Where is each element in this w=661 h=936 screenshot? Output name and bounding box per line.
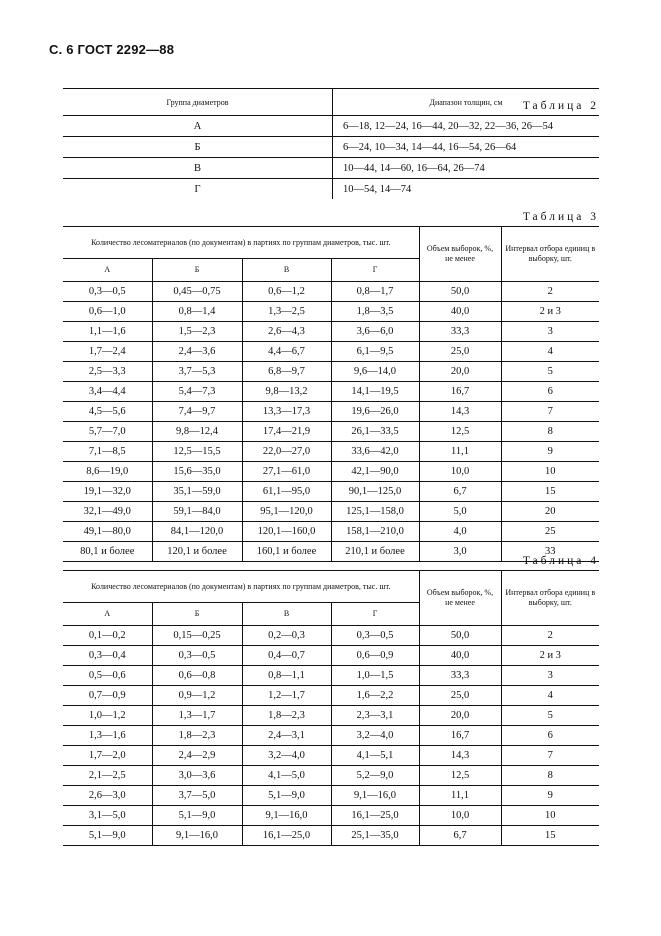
table3-body — [63, 282, 599, 562]
table-cell: 3,0—3,6 — [152, 766, 242, 786]
table-cell: 16,1—25,0 — [242, 826, 331, 846]
table2-caption: Таблица 2 — [522, 100, 599, 112]
table-cell: 4,0 — [419, 522, 501, 542]
table-cell: 3,4—4,4 — [63, 382, 152, 402]
table-cell: 0,3—0,5 — [152, 646, 242, 666]
table-cell: 6 — [501, 382, 599, 402]
table-cell: 3,0 — [419, 542, 501, 562]
table-row — [63, 422, 599, 442]
table-cell: 12,5 — [419, 422, 501, 442]
table-cell: 12,5—15,5 — [152, 442, 242, 462]
table-row — [63, 302, 599, 322]
table-cell: 15 — [501, 826, 599, 846]
table-row — [63, 726, 599, 746]
table3-caption: Таблица 3 — [522, 211, 599, 223]
table-cell: 33 — [501, 542, 599, 562]
table-cell: 9 — [501, 442, 599, 462]
table-cell: 10—54, 14—74 — [333, 179, 600, 200]
table-row — [63, 158, 599, 179]
table-cell: 2,1—2,5 — [63, 766, 152, 786]
table-cell: 12,5 — [419, 766, 501, 786]
table-row — [63, 482, 599, 502]
table2-header-range: Диапазон толщин, см — [333, 89, 600, 116]
table-cell: 40,0 — [419, 302, 501, 322]
table-cell: 33,3 — [419, 322, 501, 342]
table-cell: 7,1—8,5 — [63, 442, 152, 462]
table3-subheader-g: Г — [331, 259, 419, 282]
table-row — [63, 442, 599, 462]
table-cell: 35,1—59,0 — [152, 482, 242, 502]
table-cell: 1,1—1,6 — [63, 322, 152, 342]
table-cell: 0,8—1,1 — [242, 666, 331, 686]
table-cell: А — [63, 116, 333, 137]
table-cell: 1,3—1,7 — [152, 706, 242, 726]
table-row — [63, 706, 599, 726]
table-cell: 2 и 3 — [501, 302, 599, 322]
table-cell: 9,6—14,0 — [331, 362, 419, 382]
table-cell: 0,8—1,7 — [331, 282, 419, 302]
table-cell: 1,8—3,5 — [331, 302, 419, 322]
table-cell: 2 — [501, 626, 599, 646]
table-cell: 14,1—19,5 — [331, 382, 419, 402]
table-cell: 10 — [501, 462, 599, 482]
table-cell: 2 и 3 — [501, 646, 599, 666]
table-cell: 8,6—19,0 — [63, 462, 152, 482]
table-cell: 6,1—9,5 — [331, 342, 419, 362]
table-cell: 49,1—80,0 — [63, 522, 152, 542]
table-cell: 4,1—5,0 — [242, 766, 331, 786]
table-cell: 25,0 — [419, 342, 501, 362]
table-cell: 27,1—61,0 — [242, 462, 331, 482]
table-cell: 14,3 — [419, 402, 501, 422]
table-cell: 7,4—9,7 — [152, 402, 242, 422]
table-row — [63, 137, 599, 158]
table4-subheader-g: Г — [331, 603, 419, 626]
table-row — [63, 342, 599, 362]
table-cell: 2 — [501, 282, 599, 302]
table-cell: 3 — [501, 322, 599, 342]
table-cell: 4,4—6,7 — [242, 342, 331, 362]
table-cell: 14,3 — [419, 746, 501, 766]
table4-subheader-v: В — [242, 603, 331, 626]
table-cell: 9,1—16,0 — [242, 806, 331, 826]
table-cell: 17,4—21,9 — [242, 422, 331, 442]
table-cell: 80,1 и более — [63, 542, 152, 562]
table-cell: 5,1—9,0 — [152, 806, 242, 826]
table-row — [63, 362, 599, 382]
table-cell: 2,5—3,3 — [63, 362, 152, 382]
table-cell: 1,6—2,2 — [331, 686, 419, 706]
table-row — [63, 746, 599, 766]
table-cell: 2,6—4,3 — [242, 322, 331, 342]
table-cell: 6 — [501, 726, 599, 746]
table-cell: 6,7 — [419, 826, 501, 846]
table-cell: 9,1—16,0 — [152, 826, 242, 846]
table-cell: 120,1—160,0 — [242, 522, 331, 542]
table4-subheader-b: Б — [152, 603, 242, 626]
table-cell: 0,6—1,0 — [63, 302, 152, 322]
table-cell: 19,6—26,0 — [331, 402, 419, 422]
table-cell: 3 — [501, 666, 599, 686]
table-cell: 6—18, 12—24, 16—44, 20—32, 22—36, 26—54 — [343, 120, 553, 132]
table-cell: 9 — [501, 786, 599, 806]
table-cell: 4,5—5,6 — [63, 402, 152, 422]
table-cell: 42,1—90,0 — [331, 462, 419, 482]
table-row — [63, 786, 599, 806]
table-cell: 0,15—0,25 — [152, 626, 242, 646]
table-cell: 26,1—33,5 — [331, 422, 419, 442]
table-cell: 9,8—12,4 — [152, 422, 242, 442]
table-row — [63, 179, 599, 200]
table4-body — [63, 626, 599, 846]
table2-header-group: Группа диаметров — [63, 89, 333, 116]
table-cell: 5,7—7,0 — [63, 422, 152, 442]
table-cell: 7 — [501, 746, 599, 766]
table-row — [63, 462, 599, 482]
table4-group-header: Количество лесоматериалов (по документам) в партиях по группам диаметров, тыс. шт. — [63, 571, 419, 603]
table-cell: Г — [63, 179, 333, 200]
table-cell: 125,1—158,0 — [331, 502, 419, 522]
table-cell: 10 — [501, 806, 599, 826]
table-cell: 1,8—2,3 — [242, 706, 331, 726]
table-cell: 6,8—9,7 — [242, 362, 331, 382]
table-cell: 120,1 и более — [152, 542, 242, 562]
table-cell: 90,1—125,0 — [331, 482, 419, 502]
table-cell: 5 — [501, 706, 599, 726]
table-cell: 9,1—16,0 — [331, 786, 419, 806]
table-cell: 0,7—0,9 — [63, 686, 152, 706]
table-cell: 4,1—5,1 — [331, 746, 419, 766]
table-cell: 0,6—1,2 — [242, 282, 331, 302]
table-row — [63, 666, 599, 686]
table-cell: 1,5—2,3 — [152, 322, 242, 342]
table-cell: 22,0—27,0 — [242, 442, 331, 462]
table-cell: 0,1—0,2 — [63, 626, 152, 646]
table-row — [63, 766, 599, 786]
table-row — [63, 686, 599, 706]
table-cell: В — [63, 158, 333, 179]
table-cell: 1,3—1,6 — [63, 726, 152, 746]
table4-interval-header: Интервал отбора единиц в выборку, шт. — [501, 571, 599, 626]
table-cell: 158,1—210,0 — [331, 522, 419, 542]
table3-group-header: Количество лесоматериалов (по документам) в партиях по группам диаметров, тыс. шт. — [63, 227, 419, 259]
table4-caption: Таблица 4 — [522, 555, 599, 567]
table-cell: 8 — [501, 422, 599, 442]
table-cell: 1,0—1,2 — [63, 706, 152, 726]
table-cell: 5,1—9,0 — [63, 826, 152, 846]
table-cell: 3,2—4,0 — [331, 726, 419, 746]
table-cell: 160,1 и более — [242, 542, 331, 562]
table-cell: 1,7—2,4 — [63, 342, 152, 362]
table-row — [63, 402, 599, 422]
table-cell: 3,2—4,0 — [242, 746, 331, 766]
table-cell: 3,1—5,0 — [63, 806, 152, 826]
table-cell: 1,7—2,0 — [63, 746, 152, 766]
table-cell: 0,2—0,3 — [242, 626, 331, 646]
table-cell: 6—24, 10—34, 14—44, 16—54, 26—64 — [333, 137, 600, 158]
table-cell: 10—44, 14—60, 16—64, 26—74 — [333, 158, 600, 179]
table-cell: 0,3—0,5 — [63, 282, 152, 302]
table-cell: Б — [63, 137, 333, 158]
table-cell: 1,8—2,3 — [152, 726, 242, 746]
table-cell: 15,6—35,0 — [152, 462, 242, 482]
table-row — [63, 322, 599, 342]
table-row — [63, 116, 599, 137]
table-cell: 33,6—42,0 — [331, 442, 419, 462]
table-cell: 20,0 — [419, 706, 501, 726]
table-cell: 10,0 — [419, 806, 501, 826]
table-row — [63, 542, 599, 562]
table-cell: 210,1 и более — [331, 542, 419, 562]
table-cell: 1,3—2,5 — [242, 302, 331, 322]
table-cell: 3,7—5,3 — [152, 362, 242, 382]
table-cell: 7 — [501, 402, 599, 422]
table-cell: 16,7 — [419, 382, 501, 402]
table-cell: 3,7—5,0 — [152, 786, 242, 806]
table4-volume-header: Объем выборок, %, не менее — [419, 571, 501, 626]
table4 — [63, 570, 599, 846]
table-cell: 11,1 — [419, 442, 501, 462]
table-cell: 25 — [501, 522, 599, 542]
table-cell: 20 — [501, 502, 599, 522]
table-cell: 2,4—2,9 — [152, 746, 242, 766]
table3-interval-header: Интервал отбора единиц в выборку, шт. — [501, 227, 599, 282]
table-cell: 0,8—1,4 — [152, 302, 242, 322]
table2-body — [63, 116, 599, 200]
table-cell: 5,0 — [419, 502, 501, 522]
table-cell: 0,5—0,6 — [63, 666, 152, 686]
table-cell: 9,8—13,2 — [242, 382, 331, 402]
table-cell: 0,6—0,8 — [152, 666, 242, 686]
table-cell: 4 — [501, 686, 599, 706]
table-cell: 0,4—0,7 — [242, 646, 331, 666]
table-cell: 0,6—0,9 — [331, 646, 419, 666]
table-cell: 0,9—1,2 — [152, 686, 242, 706]
table3-subheader-v: В — [242, 259, 331, 282]
table-cell: 25,1—35,0 — [331, 826, 419, 846]
table-cell: 40,0 — [419, 646, 501, 666]
table-row — [63, 522, 599, 542]
table-cell: 13,3—17,3 — [242, 402, 331, 422]
table-cell: 33,3 — [419, 666, 501, 686]
table-row — [63, 646, 599, 666]
table-cell: 16,1—25,0 — [331, 806, 419, 826]
table-row — [63, 282, 599, 302]
table-cell: 5,2—9,0 — [331, 766, 419, 786]
table-row — [63, 382, 599, 402]
table-row — [63, 502, 599, 522]
page-header: С. 6 ГОСТ 2292—88 — [49, 42, 175, 57]
table-cell: 16,7 — [419, 726, 501, 746]
table-cell: 84,1—120,0 — [152, 522, 242, 542]
table-cell: 95,1—120,0 — [242, 502, 331, 522]
table-cell: 2,4—3,6 — [152, 342, 242, 362]
table3-subheader-a: А — [63, 259, 152, 282]
table3 — [63, 226, 599, 562]
table-cell: 3,6—6,0 — [331, 322, 419, 342]
table-cell: 11,1 — [419, 786, 501, 806]
table-cell: 6,7 — [419, 482, 501, 502]
table-cell: 1,0—1,5 — [331, 666, 419, 686]
table-row — [63, 626, 599, 646]
table-cell: 2,3—3,1 — [331, 706, 419, 726]
table-cell: 61,1—95,0 — [242, 482, 331, 502]
table3-volume-header: Объем выборок, %, не менее — [419, 227, 501, 282]
table-cell: 0,3—0,5 — [331, 626, 419, 646]
table4-subheader-a: А — [63, 603, 152, 626]
table-cell: 1,2—1,7 — [242, 686, 331, 706]
table-cell: 50,0 — [419, 282, 501, 302]
table-cell: 20,0 — [419, 362, 501, 382]
table-cell: 10,0 — [419, 462, 501, 482]
table-cell: 19,1—32,0 — [63, 482, 152, 502]
table-row — [63, 826, 599, 846]
table-cell: 2,6—3,0 — [63, 786, 152, 806]
table-cell: 0,3—0,4 — [63, 646, 152, 666]
table-cell: 2,4—3,1 — [242, 726, 331, 746]
table-cell: 25,0 — [419, 686, 501, 706]
table2 — [63, 88, 599, 199]
table-row — [63, 806, 599, 826]
table-cell: 15 — [501, 482, 599, 502]
table-cell: 5,4—7,3 — [152, 382, 242, 402]
table-cell: 50,0 — [419, 626, 501, 646]
table-cell: 4 — [501, 342, 599, 362]
table-cell: 32,1—49,0 — [63, 502, 152, 522]
table-cell: 0,45—0,75 — [152, 282, 242, 302]
table-cell: 5,1—9,0 — [242, 786, 331, 806]
table-cell: 59,1—84,0 — [152, 502, 242, 522]
table-cell: 5 — [501, 362, 599, 382]
table-cell: 8 — [501, 766, 599, 786]
table3-subheader-b: Б — [152, 259, 242, 282]
